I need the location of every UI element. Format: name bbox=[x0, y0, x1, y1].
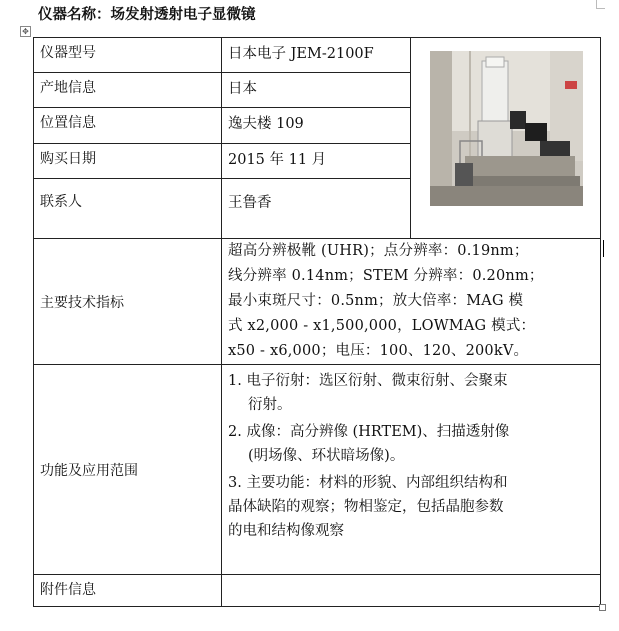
table-row bbox=[34, 38, 601, 73]
table-row bbox=[34, 575, 601, 607]
functions-label: 功能及应用范围 bbox=[34, 365, 222, 575]
purchase-value: 2015 年 11 月 bbox=[222, 144, 411, 179]
function-item-diffraction bbox=[228, 369, 594, 417]
specs-line: 最小束斑尺寸：0.5nm；放大倍率：MAG 模 bbox=[228, 293, 524, 309]
function-line: 2. 成像：高分辨像 (HRTEM)、扫描透射像 bbox=[228, 424, 510, 440]
functions-value bbox=[222, 365, 601, 575]
location-label: 位置信息 bbox=[34, 108, 222, 144]
specs-line: x50 - x6,000；电压：100、120、200kV。 bbox=[228, 343, 529, 359]
table-move-handle-icon[interactable]: ✥ bbox=[20, 26, 31, 37]
origin-value: 日本 bbox=[222, 73, 411, 108]
function-line: 1. 电子衍射：选区衍射、微束衍射、会聚束 bbox=[228, 373, 508, 389]
page-title: 仪器名称：场发射透射电子显微镜 bbox=[38, 7, 256, 23]
function-line: 的电和结构像观察 bbox=[228, 523, 344, 539]
specs-line: 式 x2,000 - x1,500,000，LOWMAG 模式： bbox=[228, 318, 536, 334]
accessories-label: 附件信息 bbox=[34, 575, 222, 607]
contact-value: 王鲁香 bbox=[222, 179, 411, 239]
purchase-label: 购买日期 bbox=[34, 144, 222, 179]
microscope-photo bbox=[430, 51, 583, 206]
function-line: 晶体缺陷的观察；物相鉴定，包括晶胞参数 bbox=[228, 499, 504, 515]
text-cursor bbox=[603, 240, 604, 257]
location-value: 逸夫楼 109 bbox=[222, 108, 411, 144]
table-row bbox=[34, 239, 601, 365]
function-item-main bbox=[228, 471, 594, 543]
instrument-info-table bbox=[33, 37, 601, 607]
page-corner-mark bbox=[596, 0, 605, 9]
specs-label: 主要技术指标 bbox=[34, 239, 222, 365]
accessories-value[interactable] bbox=[222, 575, 601, 607]
function-line: 3. 主要功能：材料的形貌、内部组织结构和 bbox=[228, 475, 508, 491]
specs-line: 线分辨率 0.14nm；STEM 分辨率：0.20nm； bbox=[228, 268, 544, 284]
function-line: 衍射。 bbox=[248, 397, 292, 413]
model-label: 仪器型号 bbox=[34, 38, 222, 73]
contact-label: 联系人 bbox=[34, 179, 222, 239]
table-row bbox=[34, 365, 601, 575]
table-resize-handle[interactable] bbox=[599, 604, 606, 611]
function-line: (明场像、环状暗场像)。 bbox=[248, 448, 405, 464]
specs-line: 超高分辨极靴 (UHR)；点分辨率：0.19nm； bbox=[228, 243, 529, 259]
function-item-imaging bbox=[228, 420, 594, 468]
model-value: 日本电子 JEM-2100F bbox=[222, 38, 411, 73]
photo-cell bbox=[411, 38, 601, 239]
origin-label: 产地信息 bbox=[34, 73, 222, 108]
specs-value bbox=[222, 239, 601, 365]
